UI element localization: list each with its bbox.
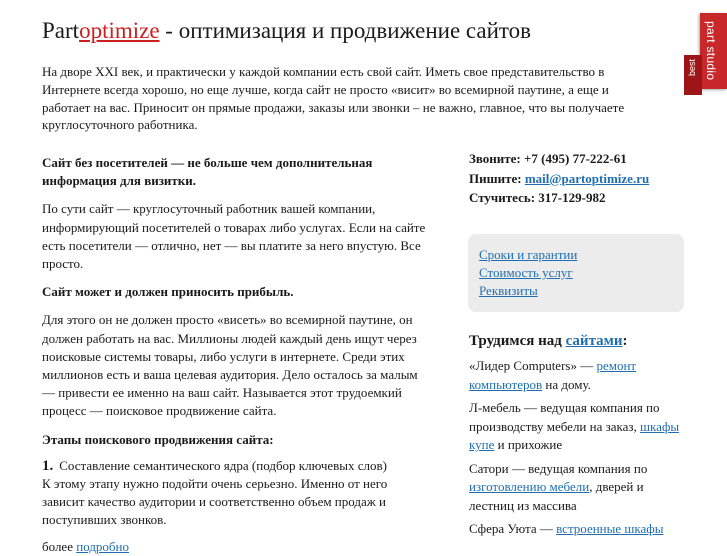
client-text: Л-мебель — ведущая компания по производству мебели на заказ, [469,400,660,434]
article-heading: Сайт без посетителей — не больше чем дополнительная информация для визитки. [42,155,373,189]
step-title [42,457,432,475]
client-text: Сатори — ведущая компания по [469,460,648,476]
contact-email-link[interactable]: mail@partoptimize.ru [524,170,650,186]
contact-email-line [469,169,689,189]
clients-heading-colon: : [622,332,628,349]
client-link[interactable]: встроенные шкафы [556,521,664,537]
ribbon-best-label: best [687,59,697,77]
client-link[interactable]: шкафы купе [469,418,680,453]
step-title-text: Составление семантического ядра (подбор ключевых слов) [59,457,387,473]
step-number: 1. [42,457,54,474]
client-link[interactable]: ремонт компьютеров [469,358,637,392]
main-article [42,154,432,556]
page-title [42,18,531,44]
step-paragraph: К этому этапу нужно подойти очень серьезно. Именно от него зависит качество аудитории и соответственно объем продаж и поступивших звонков. [42,476,388,528]
client-text: и прихожие [494,437,563,453]
article-paragraph: По сути сайт — круглосуточный работник вашей компании, информирующий посетителей о товарах либо услугах. Если на сайте есть посетители — отлично, нет — вы платите за него впустую. Все просто. [42,201,426,272]
ribbon-label: part studio [704,21,718,81]
client-text: Сфера Уюта — [469,521,557,537]
intro-paragraph: На дворе XXI век, и практически у каждой компании есть свой сайт. Иметь свое представительство в Интернете всегда хорошо, но еще лучше, когда сайт не просто «висит» во всемирной паутине, а еще и работает на вас. Приносит он прямые продажи, заказы или звонки – не важно, главное, что вы получаете круглосуточного работника. [42,64,625,133]
clients-heading [469,332,689,352]
clients-heading-text: Трудимся над [469,332,566,349]
client-text: «Лидер Computers» — [469,358,597,374]
brand-optimize: optimize [79,18,160,43]
client-link[interactable]: изготовлению мебели [469,479,590,495]
article-paragraph: Для этого он не должен просто «висеть» во всемирной паутине, он должен работать на вас. Миллионы людей каждый день ищут через поисковые системы товары, либо услуги в интернете. Среди этих миллионов есть и ваша целевая аудитория. Дело осталось за малым — привести ее именно на ваш сайт. Называется этот трудоемкий процесс — поисковое продвижение сайта. [42,312,418,419]
contact-phone: Звоните: +7 (495) 77-222-61 [469,151,627,166]
title-text: - оптимизация и продвижение сайтов [159,18,532,43]
client-item [469,357,689,394]
client-item [469,520,689,539]
link-requisites[interactable]: Реквизиты [479,282,538,298]
more-link[interactable]: подробно [76,538,130,554]
article-heading: Этапы поискового продвижения сайта: [42,431,274,447]
contacts-block [469,149,689,208]
part-studio-ribbon[interactable] [684,13,727,95]
info-links-box [468,234,684,312]
more-line [42,538,432,556]
sidebar [469,149,689,544]
article-heading: Сайт может и должен приносить прибыль. [42,284,294,300]
more-text: более [42,538,77,554]
clients-heading-link[interactable]: сайтами [565,332,623,349]
link-prices[interactable]: Стоимость услуг [479,264,573,280]
link-terms[interactable]: Сроки и гарантии [479,246,578,262]
ribbon-best-tab [684,55,702,95]
client-item [469,460,689,516]
contact-icq: Стучитесь: 317-129-982 [469,190,606,206]
client-text: , дверей и лестниц из массива [469,479,644,513]
ribbon-tab[interactable] [700,13,727,89]
contact-email-label: Пишите: [469,170,525,186]
brand-part: Part [42,18,80,43]
clients-list [469,357,689,539]
client-item [469,399,689,455]
client-text: на дому. [542,376,591,392]
